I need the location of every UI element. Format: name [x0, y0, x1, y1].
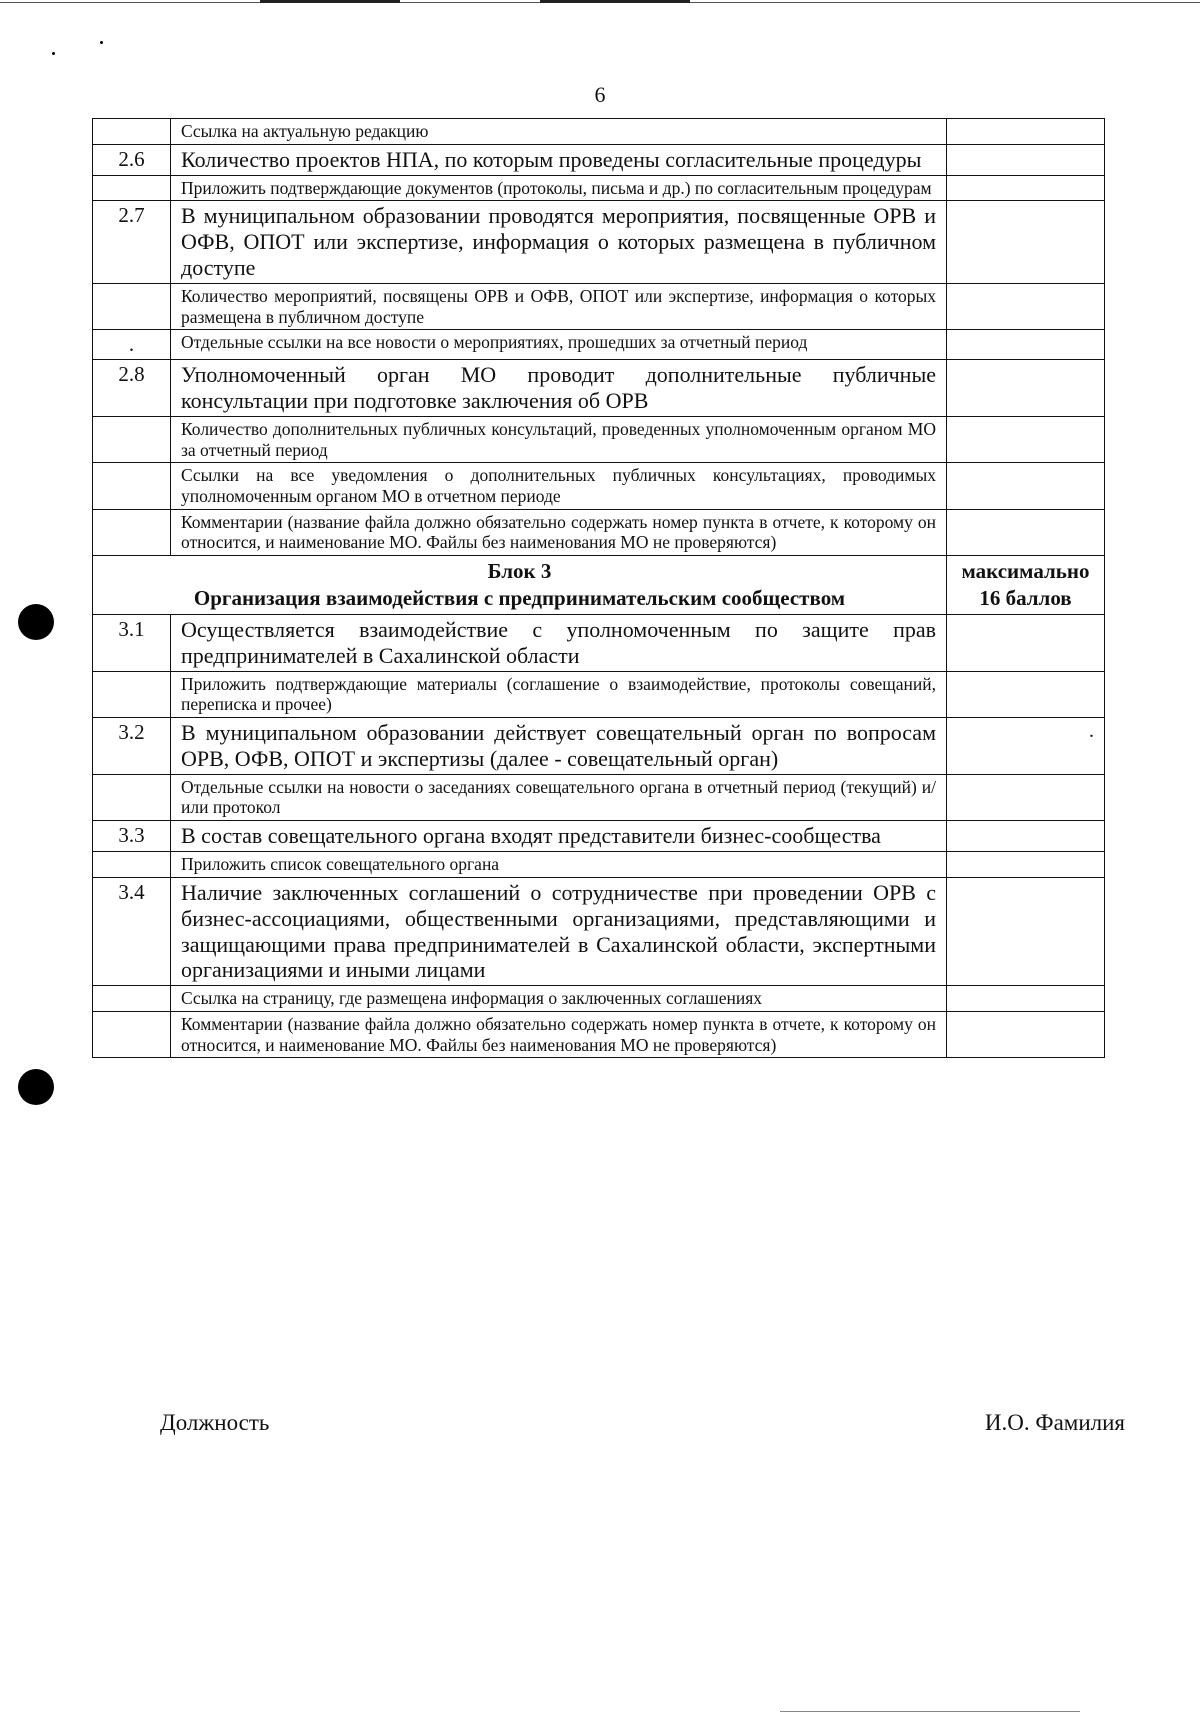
row-number: 3.1	[93, 614, 171, 671]
table-row	[93, 774, 1105, 820]
row-description: Приложить подтверждающие материалы (соглашение о взаимодействие, протоколы совещаний, переписка и прочее)	[171, 671, 947, 717]
block3-score-points: 16 баллов	[979, 585, 1072, 610]
scan-speck	[100, 41, 103, 44]
row-score	[947, 284, 1105, 330]
row-number: 2.8	[93, 360, 171, 417]
row-score	[947, 330, 1105, 360]
table-row	[93, 144, 1105, 175]
row-number: 3.2	[93, 717, 171, 774]
block3-rows	[93, 614, 1105, 1058]
table-row	[93, 986, 1105, 1012]
row-score	[947, 201, 1105, 284]
table-row	[93, 821, 1105, 852]
table-row	[93, 614, 1105, 671]
row-description: Уполномоченный орган МО проводит дополнительные публичные консультации при подготовке заключения об ОРВ	[171, 360, 947, 417]
row-score	[947, 417, 1105, 463]
scan-mark	[260, 0, 400, 3]
row-description: Приложить подтверждающие документов (протоколы, письма и др.) по согласительным процедурам	[171, 175, 947, 201]
row-description: В состав совещательного органа входят представители бизнес-сообщества	[171, 821, 947, 852]
row-number	[93, 463, 171, 509]
row-description: Приложить список совещательного органа	[171, 851, 947, 877]
row-description: Комментарии (название файла должно обязательно содержать номер пункта в отчете, к которому он относится, и наименование МО. Файлы без наименования МО не проверяются)	[171, 509, 947, 555]
table-row	[93, 671, 1105, 717]
row-number	[93, 1012, 171, 1058]
row-description: Отдельные ссылки на новости о заседаниях совещательного органа в отчетный период (текущий) и/или протокол	[171, 774, 947, 820]
row-number: 2.7	[93, 201, 171, 284]
row-score	[947, 774, 1105, 820]
table-row	[93, 360, 1105, 417]
block3-score-cell	[947, 555, 1105, 614]
row-score	[947, 851, 1105, 877]
row-number: 2.6	[93, 144, 171, 175]
table-row	[93, 201, 1105, 284]
row-score	[947, 360, 1105, 417]
row-number	[93, 851, 171, 877]
row-number	[93, 671, 171, 717]
row-number	[93, 119, 171, 145]
row-score	[947, 671, 1105, 717]
row-score	[947, 614, 1105, 671]
scan-bottom-edge	[780, 1711, 1080, 1712]
block3-title-cell	[93, 555, 947, 614]
row-description: Ссылка на страницу, где размещена информация о заключенных соглашениях	[171, 986, 947, 1012]
row-score	[947, 119, 1105, 145]
row-description: Отдельные ссылки на все новости о мероприятиях, прошедших за отчетный период	[171, 330, 947, 360]
table-row	[93, 175, 1105, 201]
row-description: Наличие заключенных соглашений о сотрудничестве при проведении ОРВ с бизнес-ассоциациями, общественными организациями, представляющими и защищающими права предпринимателей в Сахалинской области, экспертными организациями и иными лицами	[171, 877, 947, 986]
row-number: 3.3	[93, 821, 171, 852]
table-row	[93, 119, 1105, 145]
table-row	[93, 851, 1105, 877]
row-description: Комментарии (название файла должно обязательно содержать номер пункта в отчете, к которому он относится, и наименование МО. Файлы без наименования МО не проверяются)	[171, 1012, 947, 1058]
report-table	[92, 118, 1105, 1058]
row-number: .	[93, 330, 171, 360]
table-row	[93, 463, 1105, 509]
row-score	[947, 1012, 1105, 1058]
row-number	[93, 774, 171, 820]
scan-speck	[52, 52, 55, 55]
row-number	[93, 175, 171, 201]
table-row	[93, 1012, 1105, 1058]
row-score	[947, 986, 1105, 1012]
table-row	[93, 284, 1105, 330]
punch-hole	[18, 604, 54, 640]
row-number	[93, 986, 171, 1012]
row-score: .	[947, 717, 1105, 774]
punch-hole	[18, 1069, 54, 1105]
row-number: 3.4	[93, 877, 171, 986]
row-description: Осуществляется взаимодействие с уполномоченным по защите прав предпринимателей в Сахалинской области	[171, 614, 947, 671]
page-number: 6	[594, 82, 606, 107]
row-score	[947, 821, 1105, 852]
row-description: Количество мероприятий, посвящены ОРВ и ОФВ, ОПОТ или экспертизе, информация о которых размещена в публичном доступе	[171, 284, 947, 330]
row-number	[93, 509, 171, 555]
row-description: Количество дополнительных публичных консультаций, проведенных уполномоченным органом МО за отчетный период	[171, 417, 947, 463]
row-description: Ссылки на все уведомления о дополнительных публичных консультациях, проводимых уполномоченным органом МО в отчетном периоде	[171, 463, 947, 509]
signature-position: Должность	[160, 1410, 270, 1435]
row-description: В муниципальном образовании проводятся мероприятия, посвященные ОРВ и ОФВ, ОПОТ или экспертизе, информация о которых размещена в публичном доступе	[171, 201, 947, 284]
scan-mark	[540, 0, 690, 3]
row-number	[93, 284, 171, 330]
row-score	[947, 175, 1105, 201]
signature-name: И.О. Фамилия	[984, 1410, 1125, 1435]
block3-score-max: максимально	[961, 558, 1090, 583]
table-row	[93, 417, 1105, 463]
block3-header-row	[93, 555, 1105, 614]
row-description: В муниципальном образовании действует совещательный орган по вопросам ОРВ, ОФВ, ОПОТ и экспертизы (далее - совещательный орган)	[171, 717, 947, 774]
row-score	[947, 509, 1105, 555]
block3-title: Блок 3	[487, 558, 552, 583]
table-row	[93, 877, 1105, 986]
block2-rows	[93, 119, 1105, 556]
table-row	[93, 717, 1105, 774]
table-row	[93, 509, 1105, 555]
row-score	[947, 144, 1105, 175]
row-description: Количество проектов НПА, по которым проведены согласительные процедуры	[171, 144, 947, 175]
row-score	[947, 463, 1105, 509]
block3-subtitle: Организация взаимодействия с предпринимательским сообществом	[193, 585, 846, 610]
table-row	[93, 330, 1105, 360]
row-score	[947, 877, 1105, 986]
block3-header	[93, 555, 1105, 614]
row-description: Ссылка на актуальную редакцию	[171, 119, 947, 145]
row-number	[93, 417, 171, 463]
